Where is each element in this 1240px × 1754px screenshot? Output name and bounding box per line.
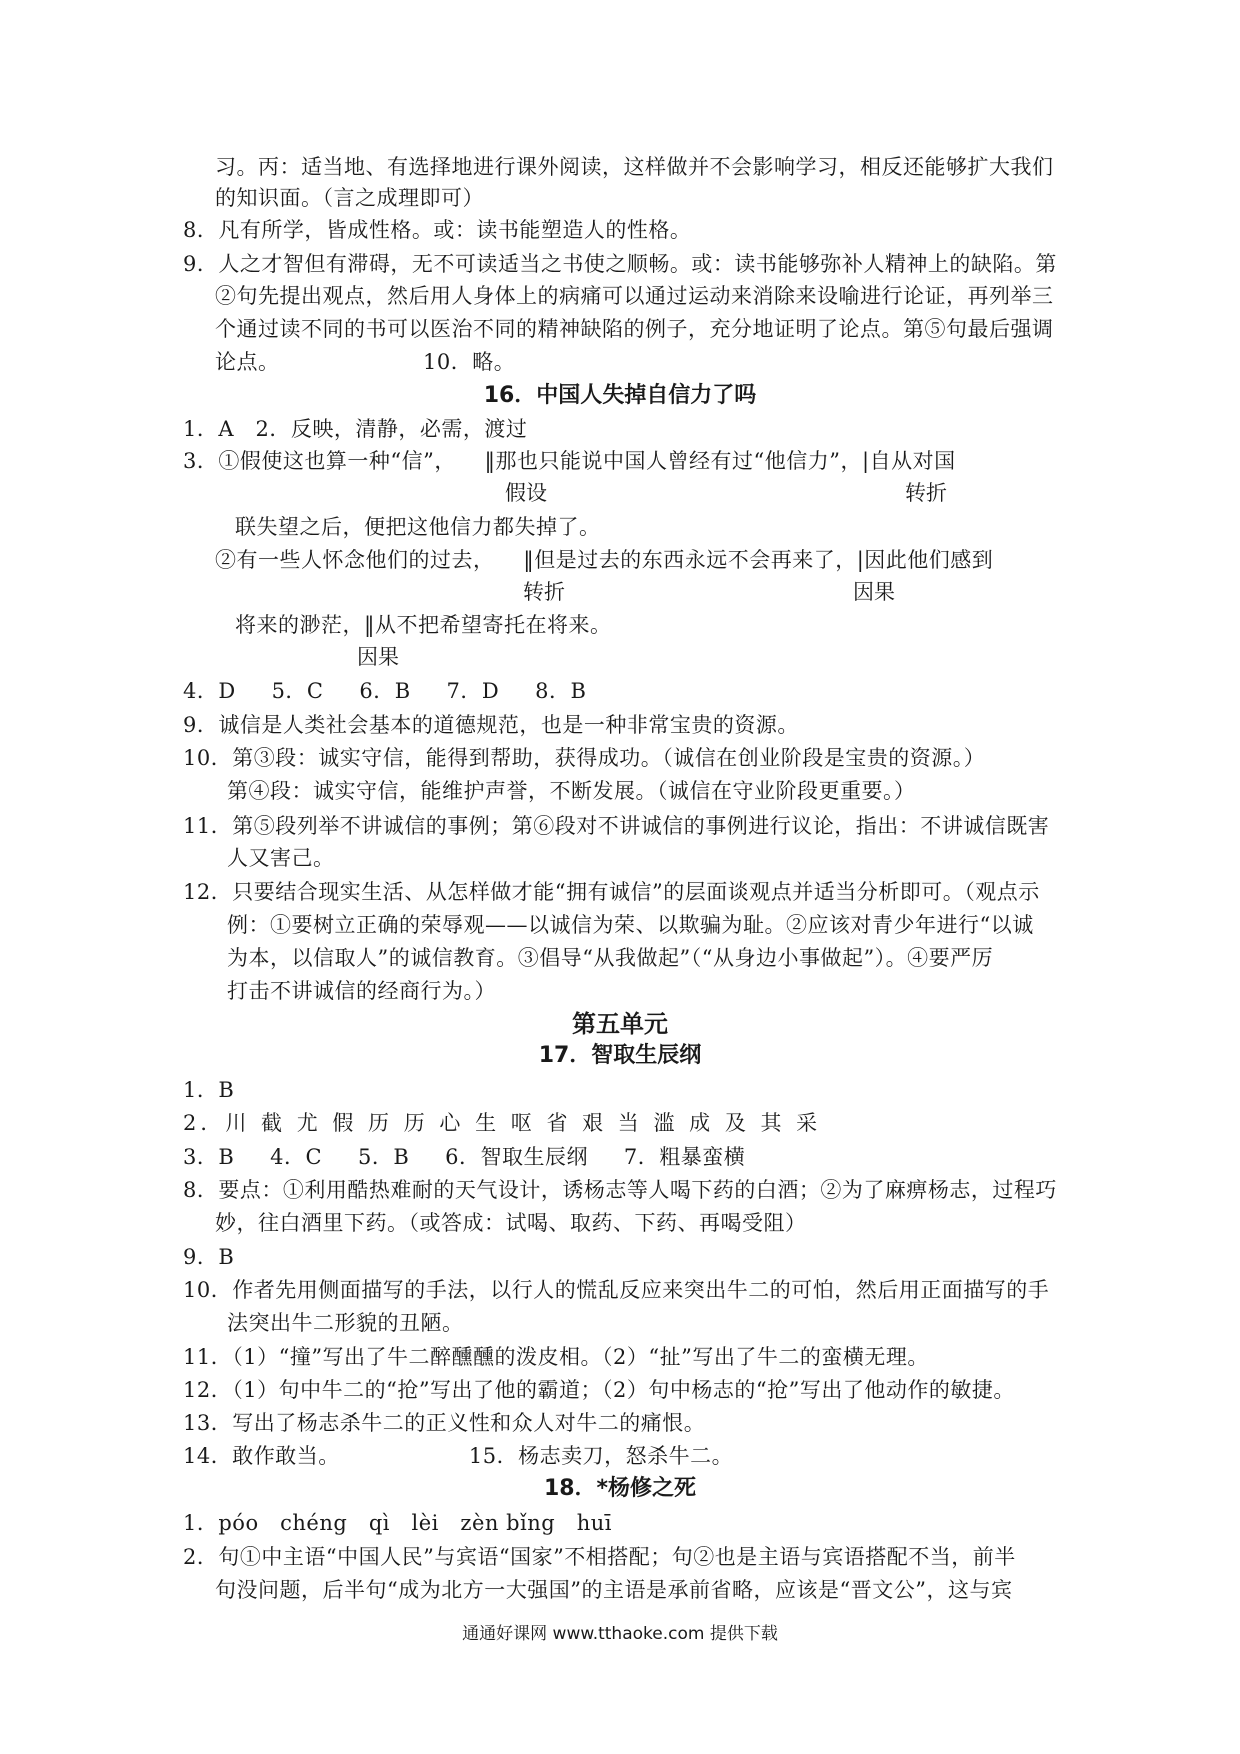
unit-heading: 第五单元 bbox=[572, 1010, 668, 1038]
section-heading-16: 16．中国人失掉自信力了吗 bbox=[483, 383, 757, 408]
answer-11: 11．第⑤段列举不讲诚信的事例；第⑥段对不讲诚信的事例进行议论，指出：不讲诚信既害 bbox=[183, 814, 1050, 838]
answer-9: 9．人之才智但有滞碍，无不可读适当之书使之顺畅。或：读书能够弥补人精神上的缺陷。第 bbox=[183, 252, 1057, 276]
relation-label: 转折 bbox=[523, 580, 565, 604]
page-footer: 通通好课网 www.tthaoke.com 提供下载 bbox=[462, 1624, 778, 1644]
answer-9: 9．诚信是人类社会基本的道德规范，也是一种非常宝贵的资源。 bbox=[183, 713, 799, 737]
answer-1-2: 1．A 2．反映，清静，必需，渡过 bbox=[183, 417, 528, 441]
answer-11: 11．（1）“撞”写出了牛二醉醺醺的泼皮相。（2）“扯”写出了牛二的蛮横无理。 bbox=[183, 1345, 929, 1369]
text-line: 打击不讲诚信的经商行为。） bbox=[227, 979, 496, 1003]
section-heading-17: 17．智取生辰纲 bbox=[538, 1043, 702, 1068]
text-line: 论点。 10．略。 bbox=[215, 350, 516, 374]
answer-3-7: 3．B 4．C 5．B 6．智取生辰纲 7．粗暴蛮横 bbox=[183, 1145, 746, 1169]
answer-12: 12．（1）句中牛二的“抢”写出了他的霸道；（2）句中杨志的“抢”写出了他动作的敏捷。 bbox=[183, 1378, 1015, 1402]
relation-label: 因果 bbox=[357, 645, 399, 669]
text-line: 将来的渺茫，‖从不把希望寄托在将来。 bbox=[235, 613, 612, 637]
relation-label: 转折 bbox=[905, 481, 947, 505]
text-line: 句没问题，后半句“成为北方一大强国”的主语是承前省略，应该是“晋文公”，这与宾 bbox=[215, 1578, 1013, 1602]
answer-2: 2．句①中主语“中国人民”与宾语“国家”不相搭配；句②也是主语与宾语搭配不当，前半 bbox=[183, 1545, 1016, 1569]
answer-1: 1．póo chéng qì lèi zèn bǐng huī bbox=[183, 1511, 613, 1535]
answer-10: 10．作者先用侧面描写的手法，以行人的慌乱反应来突出牛二的可怕，然后用正面描写的手 bbox=[183, 1278, 1050, 1302]
text-line: ②句先提出观点，然后用人身体上的病痛可以通过运动来消除来设喻进行论证，再列举三 bbox=[215, 284, 1054, 308]
text-line: 习。丙：适当地、有选择地进行课外阅读，这样做并不会影响学习，相反还能够扩大我们 bbox=[215, 155, 1054, 179]
answer-14-15: 14．敢作敢当。 15．杨志卖刀，怒杀牛二。 bbox=[183, 1444, 734, 1468]
answer-13: 13．写出了杨志杀牛二的正义性和众人对牛二的痛恨。 bbox=[183, 1411, 706, 1435]
relation-label: 因果 bbox=[853, 580, 895, 604]
relation-label: 假设 bbox=[505, 481, 547, 505]
answer-4-8: 4．D 5．C 6．B 7．D 8．B bbox=[183, 679, 587, 703]
answer-8: 8．要点：①利用酷热难耐的天气设计，诱杨志等人喝下药的白酒；②为了麻痹杨志，过程巧 bbox=[183, 1178, 1057, 1202]
text-line: 妙，往白酒里下药。（或答成：试喝、取药、下药、再喝受阻） bbox=[215, 1211, 807, 1235]
answer-8: 8．凡有所学，皆成性格。或：读书能塑造人的性格。 bbox=[183, 218, 692, 242]
text-line: 人又害己。 bbox=[227, 846, 335, 870]
text-line: 联失望之后，便把这他信力都失掉了。 bbox=[235, 515, 601, 539]
text-line: ②有一些人怀念他们的过去， ‖但是过去的东西永远不会再来了，|因此他们感到 bbox=[215, 548, 994, 572]
text-line: 为本，以信取人”的诚信教育。③倡导“从我做起”（“从身边小事做起”）。④要严厉 bbox=[227, 946, 994, 970]
text-line: 第④段：诚实守信，能维护声誉，不断发展。（诚信在守业阶段更重要。） bbox=[227, 779, 916, 803]
answer-9: 9．B bbox=[183, 1245, 235, 1269]
answer-2: 2．川 截 尤 假 历 历 心 生 呕 省 艰 当 滥 成 及 其 采 bbox=[183, 1111, 822, 1135]
text-line: 个通过读不同的书可以医治不同的精神缺陷的例子，充分地证明了论点。第⑤句最后强调 bbox=[215, 317, 1054, 341]
answer-1: 1．B bbox=[183, 1078, 235, 1102]
answer-3: 3．①假使这也算一种“信”， ‖那也只能说中国人曾经有过“他信力”，|自从对国 bbox=[183, 449, 956, 473]
answer-12: 12．只要结合现实生活、从怎样做才能“拥有诚信”的层面谈观点并适当分析即可。（观点示 bbox=[183, 880, 1040, 904]
text-line: 例：①要树立正确的荣辱观——以诚信为荣、以欺骗为耻。②应该对青少年进行“以诚 bbox=[227, 913, 1034, 937]
text-line: 的知识面。（言之成理即可） bbox=[215, 186, 484, 210]
text-line: 法突出牛二形貌的丑陋。 bbox=[227, 1311, 464, 1335]
section-heading-18: 18．*杨修之死 bbox=[543, 1476, 697, 1501]
answer-10: 10．第③段：诚实守信，能得到帮助，获得成功。（诚信在创业阶段是宝贵的资源。） bbox=[183, 746, 986, 770]
